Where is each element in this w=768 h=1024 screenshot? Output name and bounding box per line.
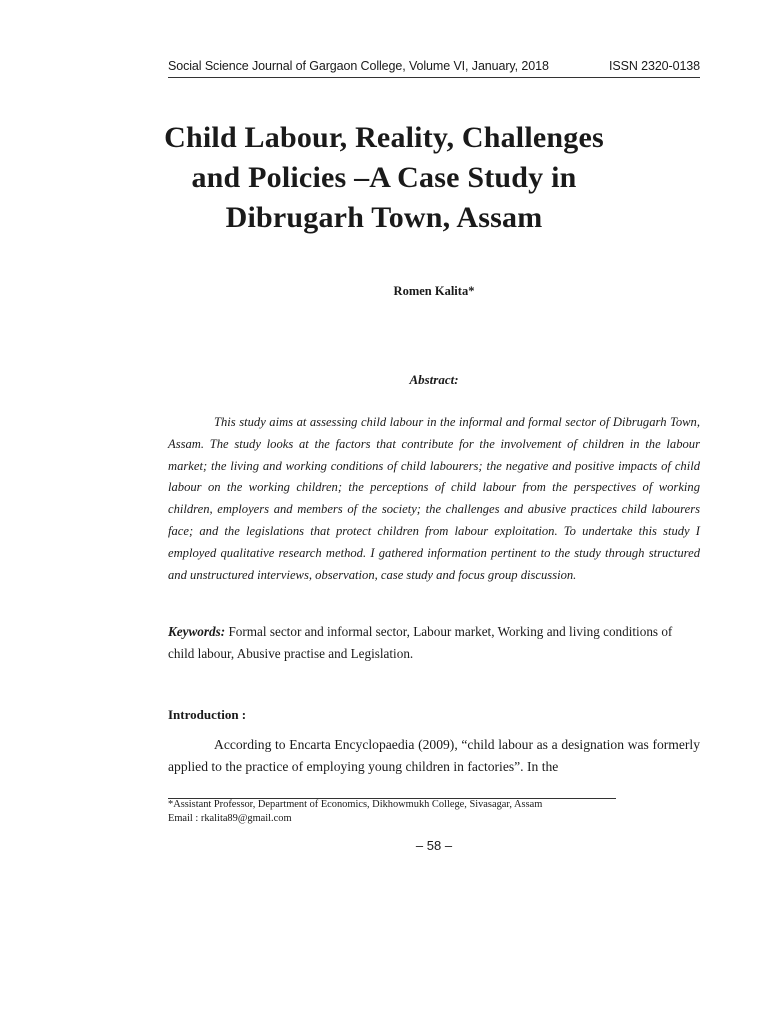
journal-name: Social Science Journal of Gargaon College, Volume VI, January, 2018 <box>168 59 549 73</box>
header-rule <box>168 77 700 78</box>
keywords-label: Keywords: <box>168 624 226 639</box>
article-title <box>120 118 648 238</box>
abstract-body: This study aims at assessing child labour in the informal and formal sector of Dibrugarh Town, Assam. The study looks at the factors that contribute for the involvement of children in the labour market; the living and working conditions of child labourers; the negative and positive impacts of child labour on the working children; the perceptions of child labour from the perspectives of working children, employers and members of the society; the challenges and abusive practices child labourers face; and the legislations that protect children from labour exploitation. To undertake this study I employed qualitative research method. I gathered information pertinent to the study through structured and unstructured interviews, observation, case study and focus group discussion. <box>168 415 700 582</box>
title-line-2: and Policies –A Case Study in <box>191 161 577 194</box>
title-line-3: Dibrugarh Town, Assam <box>225 201 543 234</box>
footnote-affiliation: *Assistant Professor, Department of Economics, Dikhowmukh College, Sivasagar, Assam <box>168 799 543 810</box>
introduction-body: According to Encarta Encyclopaedia (2009), “child labour as a designation was formerly applied to the practice of employing young children in factories”. In the <box>168 737 700 774</box>
keywords-paragraph <box>168 621 700 665</box>
keywords-text: Formal sector and informal sector, Labour market, Working and living conditions of child labour, Abusive practise and Legislation. <box>168 624 673 661</box>
footnote-email: Email : rkalita89@gmail.com <box>168 813 292 824</box>
abstract-heading: Abstract: <box>409 372 459 387</box>
title-line-1: Child Labour, Reality, Challenges <box>164 121 604 154</box>
footnote <box>168 798 700 826</box>
introduction-heading: Introduction : <box>168 707 247 722</box>
page-number: – 58 – <box>415 838 453 853</box>
author-name: Romen Kalita* <box>393 284 475 298</box>
issn-number: ISSN 2320-0138 <box>608 59 700 73</box>
